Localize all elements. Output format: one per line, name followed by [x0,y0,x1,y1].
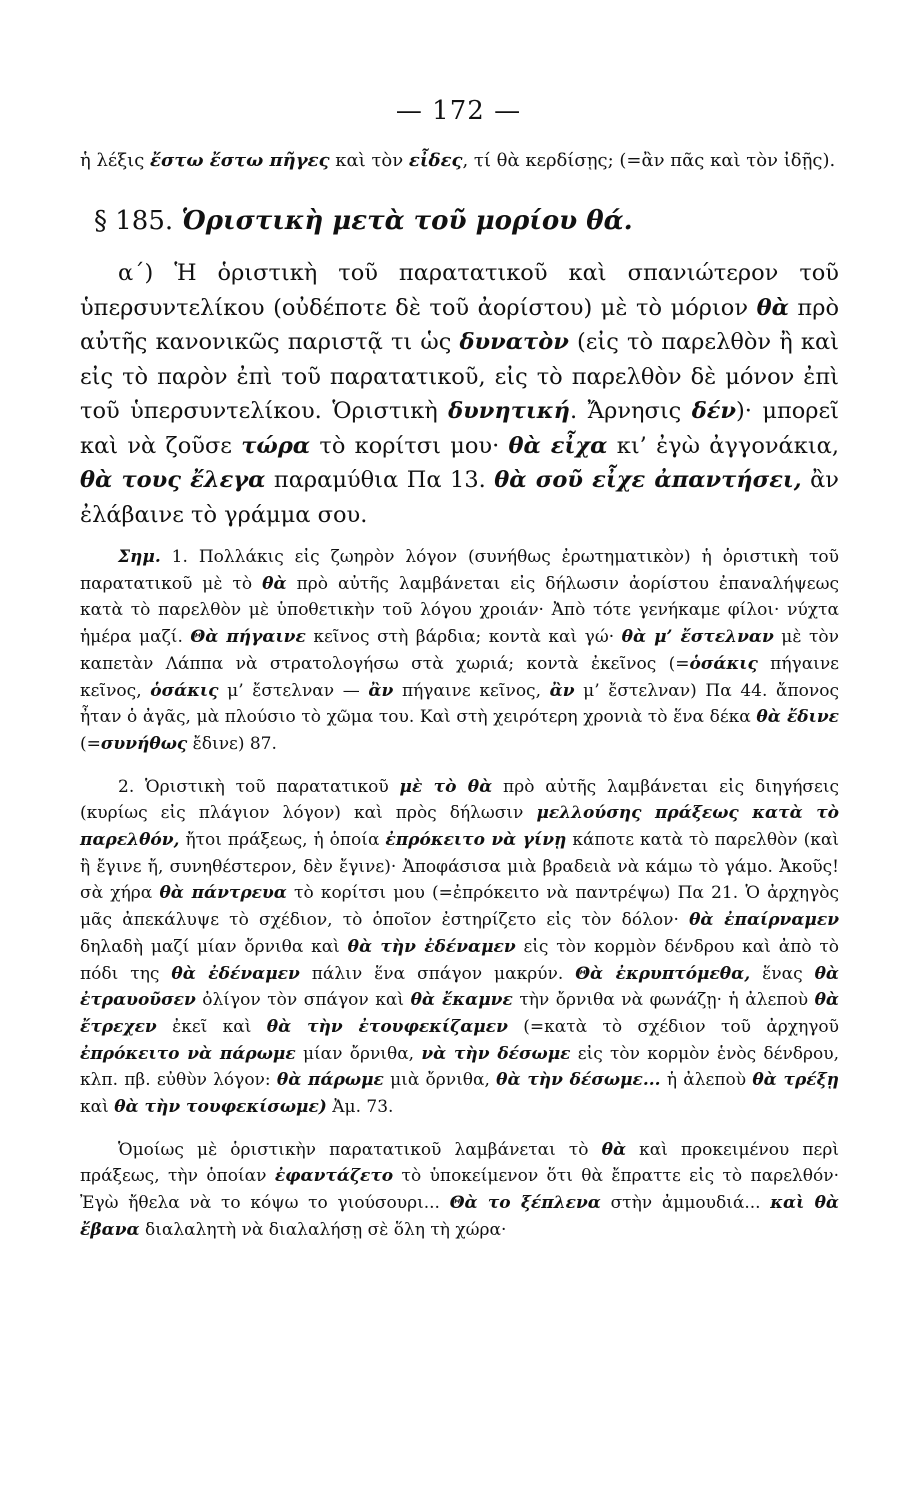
text-run: (εἰς τὸ παρελθὸν ἢ καὶ εἰς τὸ παρὸν ἐπὶ τοῦ παρατατικοῦ, εἰς τὸ παρελθὸν δὲ μόνον ἐπὶ τοῦ ὑπερσυντελίκου. Ὁριστικὴ [80,329,839,424]
text-run: παραμύθια Πα 13. [265,467,495,493]
note-label: Σημ. [118,547,161,567]
emphasis: δέν [691,398,736,424]
emphasis: συνήθως [100,733,188,754]
emphasis: ὁσάκις [150,680,219,701]
emphasis: ἐφαντάζετο [274,1166,394,1187]
text-run: ἕνας [750,963,815,984]
emphasis: νὰ τὴν δέσωμε [421,1043,571,1064]
emphasis: θὰ τὴν τουφεκίσωμε) [114,1097,327,1118]
text-run: διαλαλητὴ νὰ διαλαλήσῃ σὲ ὅλη τὴ χώρα· [139,1219,507,1240]
emphasis: θὰ πάρωμε [276,1070,384,1091]
text-run: ἐκεῖ καὶ [156,1016,267,1037]
paragraph-alpha [80,256,839,532]
emphasis: θὰ τὴν ἐδέναμεν [347,936,516,957]
text-run: τὸ ὑποκείμενον ὅτι θὰ ἔπραττε εἰς τὸ παρελθόν· Ἐγὼ ἤθελα νὰ το κόψω το γιούσουρι... [80,1166,839,1214]
emphasis: Θὰ το ξέπλενα [449,1193,601,1214]
text-run: πρὸ αὐτῆς κανονικῶς παριστᾷ τι ὡς [80,294,839,355]
emphasis: Θὰ ἐκρυπτόμεθα, [575,963,751,984]
emphasis: θὰ ἐπαίρναμεν [689,910,840,931]
emphasis: θὰ τους ἔλεγα [80,467,266,493]
text-run: μίαν ὄρνιθα, [295,1043,422,1064]
text-run: 1. Πολλάκις εἰς ζωηρὸν λόγον (συνήθως ἐρωτηματικὸν) ἡ ὁριστικὴ τοῦ παρατατικοῦ μὲ τὸ [80,547,839,594]
text-run: μ’ ἔστελναν) Πα 44. ἄπονος ἦταν ὁ ἀγᾶς, μὰ πλούσιο τὸ χῶμα του. Καὶ στὴ χειρότερη χρονιὰ τὸ ἕνα δέκα [80,680,839,728]
emphasis: θὰ μ’ ἔστελναν [621,627,774,648]
text-run: ἂν ἐλάβαινε τὸ γράμμα σου. [80,467,839,528]
emphasis: ἐπρόκειτο νὰ πάρωμε [80,1043,296,1064]
emphasis: μελλούσης πράξεως κατὰ τὸ παρελθόν, [80,803,839,851]
emphasis: θὰ ἔκαμνε [410,990,513,1011]
text-run: )· μπορεῖ καὶ νὰ ζοῦσε [80,398,839,459]
text-run: τὸ κορίτσι μου (=ἐπρόκειτο νὰ παντρέψω) Πα 21. Ὁ ἀρχηγὸς μᾶς ἀπεκάλυψε τὸ σχέδιον, τὸ ὁποῖον ἐστηρίζετο εἰς τὸν δόλον· [80,883,839,931]
text-run: ἤτοι πράξεως, ἡ ὁποία [179,830,386,851]
emphasis: θὰ εἶχα [508,432,608,459]
text-run: καὶ τὸν [329,150,409,171]
text-run: πρὸ αὐτῆς λαμβάνεται εἰς διηγήσεις (κυρίως εἰς πλάγιον λόγον) καὶ πρὸς δήλωσιν [80,776,840,824]
text-run: (=κατὰ τὸ σχέδιον τοῦ ἀρχηγοῦ [507,1016,840,1037]
emphasis: θὰ τὴν δέσωμε... [496,1070,661,1091]
text-run: ἡ λέξις [80,150,151,171]
emphasis: θὰ τὴν ἐτουφεκίζαμεν [266,1016,508,1037]
text-run: μιὰ ὄρνιθα, [383,1070,497,1091]
page-body [80,146,839,1244]
emphasis: θὰ ἔτρεχεν [80,990,839,1037]
emphasis: θὰ ἔδινε [756,707,839,728]
emphasis: ἂν [368,680,394,701]
section-title: Ὁριστικὴ μετὰ τοῦ μορίου θά. [181,206,633,236]
text-run: , τί θὰ κερδίσῃς; (=ἂν πᾶς καὶ τὸν ἰδῇς). [462,150,836,171]
emphasis: θὰ τρέξῃ [752,1070,840,1091]
text-run: δηλαδὴ μαζί μίαν ὄρνιθα καὶ [80,936,348,957]
emphasis: ἐπρόκειτο νὰ γίνῃ [385,830,567,851]
emphasis: ὁσάκις [689,653,758,674]
text-run: (= [80,733,101,754]
text-run: καὶ προκειμένου περὶ πράξεως, τὴν ὁποίαν [80,1139,840,1187]
emphasis: δυνητική [448,398,571,424]
emphasis: μὲ τὸ θὰ [399,776,493,797]
text-run: πήγαινε κεῖνος, [80,653,839,701]
text-run: εἰς τὸν κορμὸν δένδρου καὶ ἀπὸ τὸ πόδι της [80,936,840,984]
text-run: εἰς τὸν κορμὸν ἑνὸς δένδρου, κλπ. πβ. εὐθὺν λόγον: [80,1043,840,1091]
emphasis: εἶδες [408,150,463,171]
emphasis: Θὰ πήγαινε [190,627,306,648]
text-run: πρὸ αὐτῆς λαμβάνεται εἰς δήλωσιν ἀορίστου ἐπαναλήψεως κατὰ τὸ παρελθὸν μὲ ὑποθετικὴν τοῦ λόγου χροιάν· Ἀπὸ τότε γενήκαμε φίλοι· νύχτα ἡμέρα μαζί. [80,573,839,648]
text-run: κι’ ἐγὼ ἀγγονάκια, [607,432,839,459]
emphasis: θὰ [601,1139,627,1160]
text-run: τὸ κορίτσι μου· [310,432,509,459]
emphasis: τώρα [241,432,311,459]
text-run: κάποτε κατὰ τὸ παρελθὸν (καὶ ἢ ἔγινε ἤ, συνηθέστερον, δὲν ἔγινε)· Ἀποφάσισα μιὰ βραδειὰ νὰ κάμω τὸ γάμο. Ἀκοῦς! σὰ χήρα [80,830,839,904]
note-2 [80,774,839,1121]
text-run: κεῖνος στὴ βάρδια; κοντὰ καὶ γώ· [305,627,622,648]
section-number: § 185. [94,206,174,236]
text-run: . Ἄρνησις [570,398,692,424]
text-run: πήγαινε κεῖνος, [393,680,550,701]
text-run: 2. Ὁριστικὴ τοῦ παρατατικοῦ [118,776,400,797]
emphasis: θὰ ἐτραυοῦσεν [80,963,839,1011]
text-run: τὴν ὄρνιθα νὰ φωνάζῃ· ἡ ἀλεποὺ [512,990,815,1011]
emphasis: θὰ [756,294,789,321]
emphasis: θὰ [262,573,287,594]
emphasis: θὰ σοῦ εἶχε ἀπαντήσει, [494,467,802,493]
text-run: ὀλίγον τὸν σπάγον καὶ [195,990,411,1011]
section-heading [94,204,839,238]
text-run: α΄) Ἡ ὁριστικὴ τοῦ παρατατικοῦ καὶ σπανιώτερον τοῦ ὑπερσυντελίκου (οὐδέποτε δὲ τοῦ ἀορίστου) μὲ τὸ μόριον [80,260,839,321]
emphasis: θὰ ἐδέναμεν [171,963,300,984]
emphasis: δυνατὸν [459,329,569,355]
emphasis: θὰ πάντρευα [159,883,287,904]
paragraph-continuation [80,146,839,176]
text-run: Ὁμοίως μὲ ὁριστικὴν παρατατικοῦ λαμβάνεται τὸ [118,1139,602,1160]
text-run: καὶ [80,1097,115,1118]
page-number: — 172 — [395,96,522,126]
text-run: μὲ τὸν καπετὰν Λάππα νὰ στρατολογήσω στὰ χωριά; κοντὰ ἐκεῖνος (= [80,627,839,674]
text-run: μ’ ἔστελναν — [218,680,369,701]
text-run: ἡ ἀλεποὺ [660,1070,753,1091]
emphasis: ἔστω ἔστω πῆγες [150,150,330,171]
emphasis: καὶ θὰ ἔβανα [80,1193,840,1240]
text-run: ἔδινε) 87. [187,733,277,754]
note-3 [80,1137,839,1244]
note-1 [80,544,839,758]
text-run: πάλιν ἕνα σπάγον μακρύν. [299,963,576,984]
emphasis: ἂν [549,680,575,701]
text-run: στὴν ἀμμουδιά... [600,1193,771,1214]
text-run: Ἀμ. 73. [326,1097,394,1118]
